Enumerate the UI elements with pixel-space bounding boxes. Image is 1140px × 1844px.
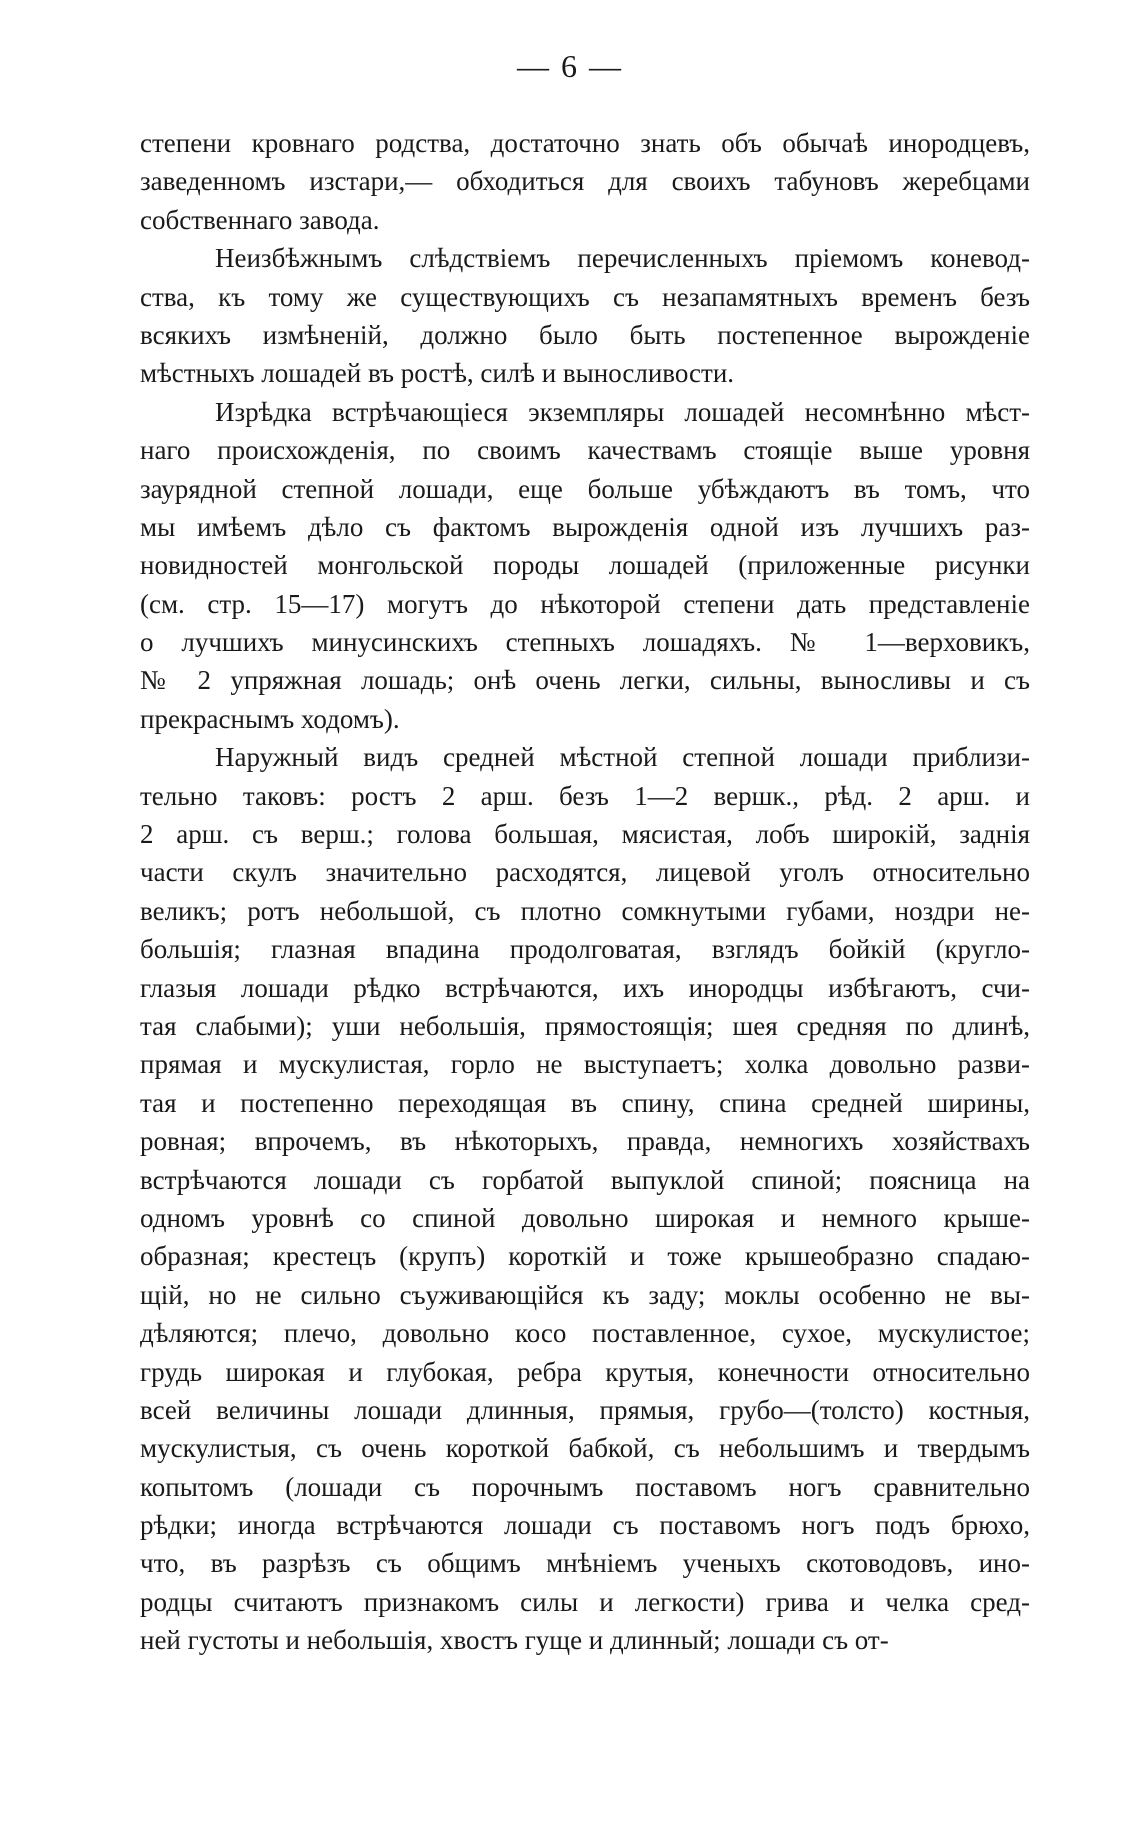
text-line: одномъ уровнѣ со спиной довольно широкая и немного крыше- bbox=[140, 1202, 1030, 1233]
text-line: мѣстныхъ лошадей въ ростѣ, силѣ и выносливости. bbox=[140, 358, 735, 389]
text-line: части скулъ значительно расходятся, лицевой уголъ относительно bbox=[140, 857, 1030, 888]
text-line: (см. стр. 15—17) могутъ до нѣкоторой степени дать представленіе bbox=[140, 588, 1030, 619]
paragraph bbox=[140, 738, 1030, 1659]
text-line: Наружный видъ средней мѣстной степной лошади приблизи- bbox=[215, 742, 1030, 773]
text-line: прямая и мускулистая, горло не выступаетъ; холка довольно разви- bbox=[140, 1049, 1030, 1080]
paragraph bbox=[140, 124, 1030, 239]
text-line: новидностей монгольской породы лошадей (приложенные рисунки bbox=[140, 550, 1030, 581]
body-text bbox=[140, 124, 1030, 1660]
text-line: мускулистыя, съ очень короткой бабкой, съ небольшимъ и твердымъ bbox=[140, 1433, 1030, 1464]
text-line: что, въ разрѣзъ съ общимъ мнѣніемъ ученыхъ скотоводовъ, ино- bbox=[140, 1548, 1030, 1579]
text-line: мы имѣемъ дѣло съ фактомъ вырожденія одной изъ лучшихъ раз- bbox=[140, 511, 1030, 542]
text-line: образная; крестецъ (крупъ) короткій и тоже крышеобразно спадаю- bbox=[140, 1241, 1030, 1272]
text-line: прекраснымъ ходомъ). bbox=[140, 703, 400, 734]
text-line: встрѣчаются лошади съ горбатой выпуклой спиной; поясница на bbox=[140, 1164, 1030, 1195]
text-line: тая и постепенно переходящая въ спину, спина средней ширины, bbox=[140, 1087, 1030, 1118]
text-line: наго происхожденія, по своимъ качествамъ стоящіе выше уровня bbox=[140, 435, 1030, 466]
text-line: собственнаго завода. bbox=[140, 204, 380, 235]
text-line: грудь широкая и глубокая, ребра крутыя, конечности относительно bbox=[140, 1356, 1030, 1387]
page-number: — 6 — bbox=[517, 48, 623, 84]
text-line: большія; глазная впадина продолговатая, взглядъ бойкій (кругло- bbox=[140, 934, 1030, 965]
text-line: родцы считаютъ признакомъ силы и легкости) грива и челка сред- bbox=[140, 1586, 1030, 1617]
text-line: степени кровнаго родства, достаточно знать объ обычаѣ инородцевъ, bbox=[140, 128, 1030, 158]
paragraph bbox=[140, 393, 1030, 739]
text-line: тая слабыми); уши небольшія, прямостоящія; шея средняя по длинѣ, bbox=[140, 1010, 1030, 1041]
text-line: рѣдки; иногда встрѣчаются лошади съ поставомъ ногъ подъ брюхо, bbox=[140, 1510, 1030, 1541]
text-line: ства, къ тому же существующихъ съ незапамятныхъ временъ безъ bbox=[140, 281, 1030, 312]
text-line: заведенномъ изстари,— обходиться для своихъ табуновъ жеребцами bbox=[140, 166, 1030, 197]
text-line: ней густоты и небольшія, хвостъ гуще и длинный; лошади съ от- bbox=[140, 1625, 889, 1656]
text-line: Изрѣдка встрѣчающіеся экземпляры лошадей несомнѣнно мѣст- bbox=[215, 396, 1030, 427]
text-line: великъ; ротъ небольшой, съ плотно сомкнутыми губами, ноздри не- bbox=[140, 895, 1030, 926]
text-line: всякихъ измѣненій, должно было быть постепенное вырожденіе bbox=[140, 319, 1030, 350]
text-line: 2 арш. съ верш.; голова большая, мясистая, лобъ широкій, заднія bbox=[140, 819, 1030, 850]
paragraph bbox=[140, 239, 1030, 393]
text-line: дѣляются; плечо, довольно косо поставленное, сухое, мускулистое; bbox=[140, 1318, 1030, 1349]
text-line: ровная; впрочемъ, въ нѣкоторыхъ, правда, немногихъ хозяйствахъ bbox=[140, 1126, 1030, 1157]
text-line: тельно таковъ: ростъ 2 арш. безъ 1—2 вершк., рѣд. 2 арш. и bbox=[140, 780, 1030, 811]
text-line: заурядной степной лошади, еще больше убѣждаютъ въ томъ, что bbox=[140, 473, 1030, 504]
text-line: о лучшихъ минусинскихъ степныхъ лошадяхъ. № 1—верховикъ, bbox=[140, 627, 1030, 658]
text-line: копытомъ (лошади съ порочнымъ поставомъ ногъ сравнительно bbox=[140, 1471, 1030, 1502]
text-line: Неизбѣжнымъ слѣдствіемъ перечисленныхъ пріемомъ коневод- bbox=[215, 243, 1030, 274]
text-line: всей величины лошади длинныя, прямыя, грубо—(толсто) костныя, bbox=[140, 1394, 1030, 1425]
text-line: № 2 упряжная лошадь; онѣ очень легки, сильны, выносливы и съ bbox=[140, 665, 1030, 696]
text-line: глазыя лошади рѣдко встрѣчаются, ихъ инородцы избѣгаютъ, счи- bbox=[140, 972, 1030, 1003]
text-line: щій, но не сильно съуживающійся къ заду; моклы особенно не вы- bbox=[140, 1279, 1030, 1310]
